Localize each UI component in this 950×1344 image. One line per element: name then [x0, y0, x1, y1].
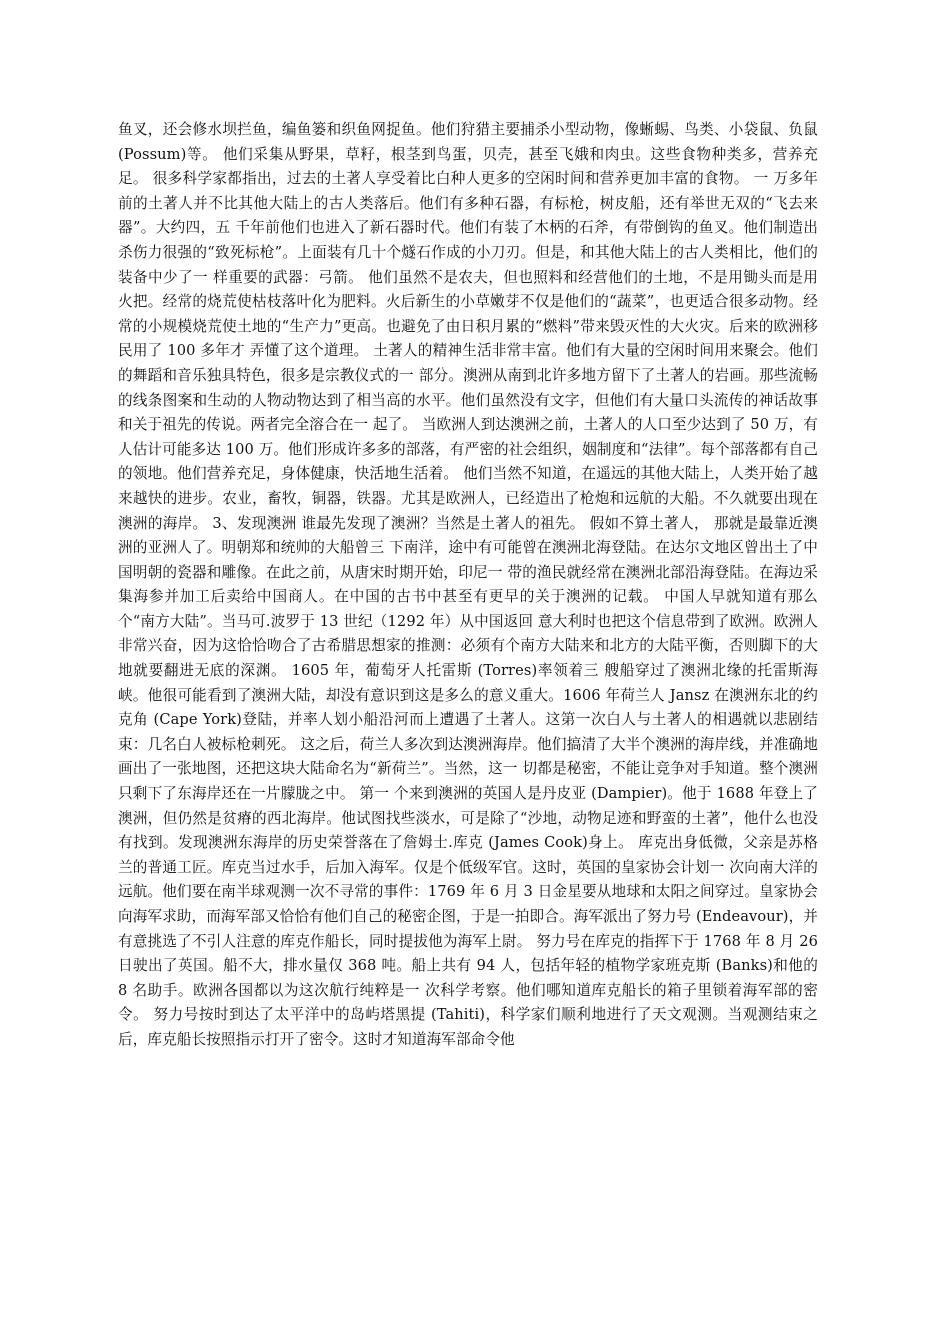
- document-page: [118, 118, 818, 1053]
- body-paragraph: 鱼叉，还会修水坝拦鱼，编鱼篓和织鱼网捉鱼。他们狩猎主要捕杀小型动物，像蜥蜴、鸟类、小袋鼠、负鼠 (Possum)等。 他们采集从野果，草籽，根茎到鸟蛋，贝壳，甚至飞娥和肉虫。这些食物种类多，营养充足。 很多科学家都指出，过去的土著人享受着比白种人更多的空闲时间和营养更加丰富的食物。 一 万多年前的土著人并不比其他大陆上的古人类落后。他们有多种石器，有标枪，树皮船，还有举世无双的“飞去来器”。大约四，五 千年前他们也进入了新石器时代。他们有装了木柄的石斧，有带倒钩的鱼叉。他们制造出杀伤力很强的“致死标枪”。上面装有几十个燧石作成的小刀刃。但是，和其他大陆上的古人类相比，他们的装备中少了一 样重要的武器：弓箭。 他们虽然不是农夫，但也照料和经营他们的土地，不是用锄头而是用火把。经常的烧荒使枯枝落叶化为肥料。火后新生的小草嫩芽不仅是他们的“蔬菜”，也更适合很多动物。经常的小规模烧荒使土地的“生产力”更高。也避免了由日积月累的“燃料”带来毁灭性的大火灾。后来的欧洲移民用了 100 多年才 弄懂了这个道理。 土著人的精神生活非常丰富。他们有大量的空闲时间用来聚会。他们的舞蹈和音乐独具特色，很多是宗教仪式的一 部分。澳洲从南到北许多地方留下了土著人的岩画。那些流畅的线条图案和生动的人物动物达到了相当高的水平。他们虽然没有文字，但他们有大量口头流传的神话故事和关于祖先的传说。两者完全溶合在一 起了。 当欧洲人到达澳洲之前，土著人的人口至少达到了 50 万，有人估计可能多达 100 万。他们形成许多多的部落，有严密的社会组织，姻制度和“法律”。每个部落都有自己的领地。他们营养充足，身体健康，快活地生活着。 他们当然不知道，在遥远的其他大陆上，人类开始了越来越快的进步。农业，畜牧，铜器，铁器。尤其是欧洲人，已经造出了枪炮和远航的大船。不久就要出现在澳洲的海岸。 3、发现澳洲 谁最先发现了澳洲？当然是土著人的祖先。 假如不算土著人， 那就是最靠近澳洲的亚洲人了。明朝郑和统帅的大船曾三 下南洋，途中有可能曾在澳洲北海登陆。在达尔文地区曾出土了中国明朝的瓷器和雕像。在此之前，从唐宋时期开始，印尼一 带的渔民就经常在澳洲北部沿海登陆。在海边采集海参并加工后卖给中国商人。在中国的古书中甚至有更早的关于澳洲的记载。 中国人早就知道有那么个“南方大陆”。当马可.波罗于 13 世纪（1292 年）从中国返回 意大利时也把这个信息带到了欧洲。欧洲人非常兴奋，因为这恰恰吻合了古希腊思想家的推测：必须有个南方大陆来和北方的大陆平衡，否则脚下的大地就要翻进无底的深渊。 1605 年，葡萄牙人托雷斯 (Torres)率领着三 艘船穿过了澳洲北缘的托雷斯海峡。他很可能看到了澳洲大陆，却没有意识到这是多么的意义重大。1606 年荷兰人 Jansz 在澳洲东北的约克角 (Cape York)登陆，并率人划小船沿河而上遭遇了土著人。这第一次白人与土著人的相遇就以悲剧结束：几名白人被标枪刺死。 这之后，荷兰人多次到达澳洲海岸。他们搞清了大半个澳洲的海岸线，并准确地画出了一张地图，还把这块大陆命名为“新荷兰”。当然，这一 切都是秘密，不能让竞争对手知道。整个澳洲只剩下了东海岸还在一片朦胧之中。 第一 个来到澳洲的英国人是丹皮亚 (Dampier)。他于 1688 年登上了澳洲，但仍然是贫瘠的西北海岸。他试图找些淡水，可是除了“沙地，动物足迹和野蛮的土著”，他什么也没有找到。发现澳洲东海岸的历史荣誉落在了詹姆士.库克 (James Cook)身上。 库克出身低微，父亲是苏格兰的普通工匠。库克当过水手，后加入海军。仅是个低级军官。这时，英国的皇家协会计划一 次向南大洋的远航。他们要在南半球观测一次不寻常的事件：1769 年 6 月 3 日金星要从地球和太阳之间穿过。皇家协会向海军求助，而海军部又恰恰有他们自己的秘密企图，于是一拍即合。海军派出了努力号 (Endeavour)，并有意挑选了不引人注意的库克作船长，同时提拔他为海军上尉。 努力号在库克的指挥下于 1768 年 8 月 26 日驶出了英国。船不大，排水量仅 368 吨。船上共有 94 人，包括年轻的植物学家班克斯 (Banks)和他的 8 名助手。欧洲各国都以为这次航行纯粹是一 次科学考察。他们哪知道库克船长的箱子里锁着海军部的密令。 努力号按时到达了太平洋中的岛屿塔黑提 (Tahiti)，科学家们顺利地进行了天文观测。当观测结束之后，库克船长按照指示打开了密令。这时才知道海军部命令他: [118, 121, 818, 1048]
